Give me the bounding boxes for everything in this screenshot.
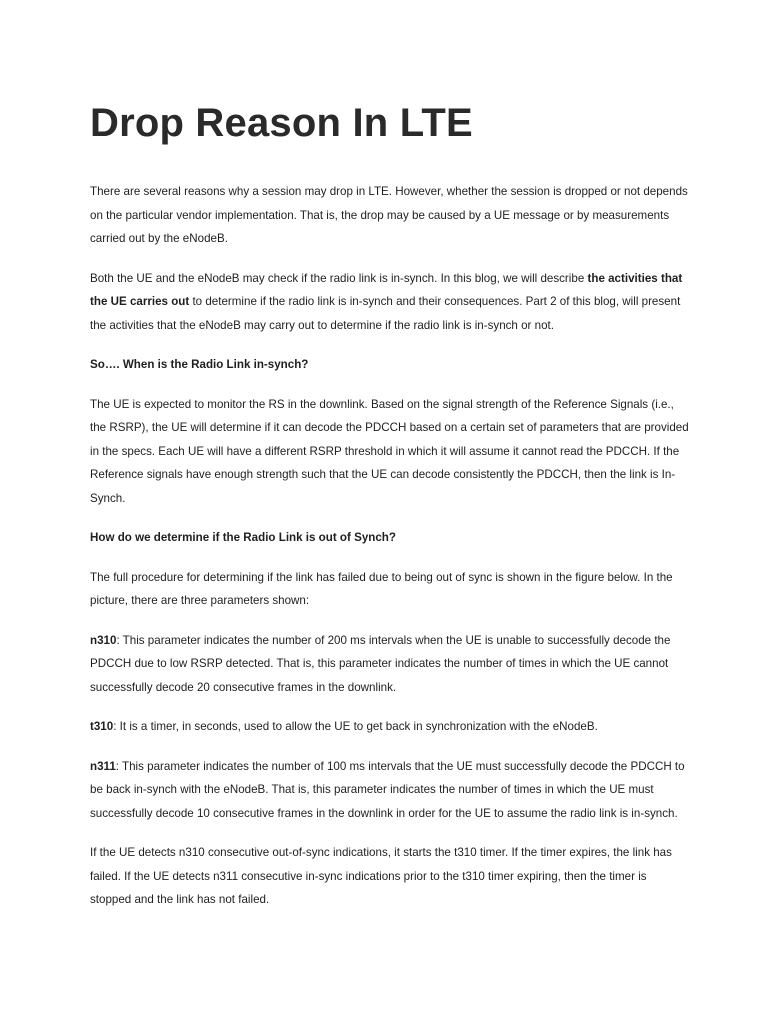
paragraph-n311 [90, 755, 690, 826]
term-n311: n311 [90, 759, 116, 773]
paragraph-sync-check-pre: Both the UE and the eNodeB may check if the radio link is in-synch. In this blog, we will describe [90, 271, 588, 285]
section-heading-in-synch: So…. When is the Radio Link in-synch? [90, 358, 309, 371]
term-n310: n310 [90, 633, 117, 647]
term-t310: t310 [90, 720, 114, 733]
definition-t310: : It is a timer, in seconds, used to allow the UE to get back in synchronization with the eNodeB. [113, 720, 598, 733]
paragraph-intro: There are several reasons why a session may drop in LTE. However, whether the session is dropped or not depends on the particular vendor implementation. That is, the drop may be caused by a UE message or by measurements carried out by the eNodeB. [90, 185, 688, 245]
definition-n310: : This parameter indicates the number of 200 ms intervals when the UE is unable to successfully decode the PDCCH due to low RSRP detected. That is, this parameter indicates the number of times in which the UE cannot successfully decode 20 consecutive frames in the downlink. [90, 633, 671, 694]
document-page [90, 96, 690, 928]
paragraph-t310 [90, 715, 690, 739]
paragraph-sync-check [90, 267, 690, 338]
paragraph-conclusion: If the UE detects n310 consecutive out-of-sync indications, it starts the t310 timer. If the timer expires, the link has failed. If the UE detects n311 consecutive in-sync indications prior to the t310 timer expiring, then the timer is stopped and the link has not failed. [90, 846, 672, 906]
document-title: Drop Reason In LTE [90, 101, 473, 145]
paragraph-procedure: The full procedure for determining if the link has failed due to being out of sync is shown in the figure below. In the picture, there are three parameters shown: [90, 570, 673, 607]
paragraph-sync-check-post: to determine if the radio link is in-synch and their consequences. Part 2 of this blog, will present the activities that the eNodeB may carry out to determine if the radio link is in-synch or not. [90, 295, 681, 332]
paragraph-sync-check-bold: the activities that the UE carries out [90, 271, 683, 308]
definition-n311: : This parameter indicates the number of 100 ms intervals that the UE must successfully decode the PDCCH to be back in-synch with the eNodeB. That is, this parameter indicates the number of times in which the UE must successfully decode 10 consecutive frames in the downlink in order for the UE to assume the radio link is in-synch. [90, 759, 685, 820]
section-heading-out-of-synch: How do we determine if the Radio Link is out of Synch? [90, 531, 396, 544]
paragraph-rs-monitoring: The UE is expected to monitor the RS in the downlink. Based on the signal strength of the Reference Signals (i.e., the RSRP), the UE will determine if it can decode the PDCCH based on a certain set of parameters that are provided in the specs. Each UE will have a different RSRP threshold in which it will assume it cannot read the PDCCH. If the Reference signals have enough strength such that the UE can decode consistently the PDCCH, then the link is In-Synch. [90, 397, 689, 505]
paragraph-n310 [90, 629, 690, 700]
